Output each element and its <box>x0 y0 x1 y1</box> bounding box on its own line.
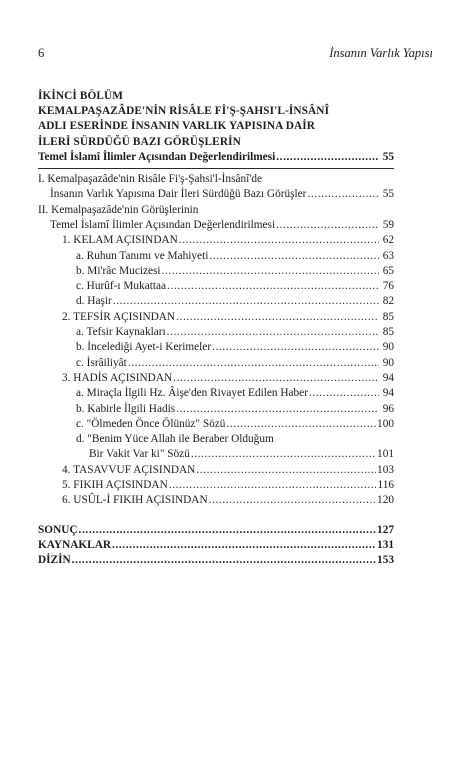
toc-entry-hadis-b[interactable] <box>38 402 394 417</box>
toc-page-number: 82 <box>382 295 394 308</box>
dot-leader <box>209 493 376 508</box>
toc-page-number: 96 <box>382 402 394 415</box>
toc-entry-hadis-c[interactable] <box>38 417 394 432</box>
toc-entry-label: 4. TASAVVUF AÇISINDAN <box>62 463 196 476</box>
toc-page-number: 94 <box>382 387 394 400</box>
toc-entry-label: a. Tefsir Kaynakları <box>76 326 166 339</box>
page-number: 6 <box>38 46 45 60</box>
toc-page-number: 90 <box>382 356 394 369</box>
dot-leader <box>169 478 377 493</box>
chapter-heading-line: ADLI ESERİNDE İNSANIN VARLIK YAPISINA DAİR <box>38 120 315 133</box>
dot-leader <box>167 279 379 294</box>
toc-entry-kelam-b[interactable] <box>38 264 394 279</box>
dot-leader <box>212 340 379 355</box>
toc-entry-kelam[interactable] <box>38 233 394 248</box>
dot-leader <box>226 417 376 432</box>
toc-page-number: 85 <box>382 326 394 339</box>
toc-entry-label: b. Kabirle İlgili Hadis <box>76 402 176 415</box>
toc-entry-kelam-d[interactable] <box>38 294 394 309</box>
toc-entry-section-2[interactable] <box>38 218 394 233</box>
toc-page-number: 103 <box>377 463 394 476</box>
toc-page-number: 63 <box>382 249 394 262</box>
toc-page-number: 59 <box>382 219 394 231</box>
toc-page-number: 90 <box>382 341 394 354</box>
dot-leader <box>176 310 379 325</box>
dot-leader <box>179 233 379 248</box>
toc-page-number: 131 <box>377 538 394 551</box>
dot-leader <box>113 294 379 309</box>
toc-entry-fikih[interactable] <box>38 478 394 493</box>
toc-page-number: 55 <box>382 150 394 163</box>
toc-page-number: 65 <box>382 264 394 277</box>
dot-leader <box>196 463 376 478</box>
dot-leader <box>307 187 379 202</box>
toc-entry-label: SONUÇ <box>38 523 78 536</box>
dot-leader <box>72 553 376 568</box>
toc-entry-label: 6. USÛL-İ FIKIH AÇISINDAN <box>62 494 208 507</box>
dot-leader <box>191 447 376 462</box>
toc-entry-hadis-d[interactable] <box>38 447 394 462</box>
toc-entry-hadis-a[interactable] <box>38 386 394 401</box>
toc-entry-label: I. Kemalpaşazâde'nin Risâle Fi'ş-Şahsi'l-İnsânî'de <box>38 173 262 186</box>
toc-entry-label: Temel İslamî İlimler Açısından Değerlendirilmesi <box>38 150 276 163</box>
toc-page-number: 62 <box>382 234 394 247</box>
dot-leader <box>112 538 376 553</box>
toc-entry-label: d. Haşir <box>76 295 112 308</box>
toc-page-number: 127 <box>377 523 394 536</box>
divider <box>38 168 394 169</box>
dot-leader <box>276 150 379 165</box>
toc-entry-dizin[interactable] <box>38 553 394 568</box>
toc-entry-label: b. İncelediği Ayet-i Kerimeler <box>76 341 212 354</box>
toc-entry-label: c. "Ölmeden Önce Ölünüz" Sözü <box>76 417 226 430</box>
toc-entry-main[interactable] <box>38 150 394 165</box>
toc-page-number: 120 <box>377 494 394 507</box>
toc-entry-label: c. İsrâiliyât <box>76 356 127 369</box>
toc-entry-tasavvuf[interactable] <box>38 463 394 478</box>
toc-entry-label: a. Miraçla İlgili Hz. Âişe'den Rivayet Edilen Haber <box>76 387 308 400</box>
toc-entry-label: 2. TEFSİR AÇISINDAN <box>62 310 176 323</box>
toc-entry-label: c. Hurûf-ı Mukattaa <box>76 280 167 293</box>
toc-entry-label: İnsanın Varlık Yapısına Dair İleri Sürdüğü Bazı Görüşler <box>50 188 307 201</box>
running-header <box>38 46 433 62</box>
toc-entry-sonuc[interactable] <box>38 523 394 538</box>
toc-entry-label: a. Ruhun Tanımı ve Mahiyeti <box>76 249 209 262</box>
toc-page-number: 94 <box>382 371 394 384</box>
toc-entry-label: KAYNAKLAR <box>38 538 112 551</box>
toc-entry-label: b. Mi'râc Mucizesi <box>76 264 161 277</box>
table-of-contents <box>38 89 394 569</box>
toc-entry-usul[interactable] <box>38 493 394 508</box>
dot-leader <box>167 325 379 340</box>
dot-leader <box>209 249 379 264</box>
toc-page-number: 116 <box>377 479 394 492</box>
chapter-heading-line: İLERİ SÜRDÜĞÜ BAZI GÖRÜŞLERİN <box>38 135 241 148</box>
toc-entry-label: II. Kemalpaşazâde'nin Görüşlerinin <box>38 203 199 216</box>
dot-leader <box>173 371 379 386</box>
toc-entry-kaynaklar[interactable] <box>38 538 394 553</box>
toc-entry-kelam-c[interactable] <box>38 279 394 294</box>
toc-entry-label: 3. HADİS AÇISINDAN <box>62 371 173 384</box>
chapter-heading-line: İKİNCİ BÖLÜM <box>38 90 123 102</box>
dot-leader <box>128 356 379 371</box>
toc-entry-hadis[interactable] <box>38 371 394 386</box>
dot-leader <box>162 264 379 279</box>
toc-page-number: 85 <box>382 310 394 323</box>
toc-entry-tefsir-a[interactable] <box>38 325 394 340</box>
book-title: İnsanın Varlık Yapısı <box>329 46 433 60</box>
toc-entry-tefsir[interactable] <box>38 310 394 325</box>
toc-page-number: 153 <box>377 554 394 567</box>
toc-entry-tefsir-c[interactable] <box>38 356 394 371</box>
spacer <box>38 509 394 523</box>
dot-leader <box>176 402 379 417</box>
toc-entry-label: 1. KELAM AÇISINDAN <box>62 234 178 247</box>
toc-entry-kelam-a[interactable] <box>38 249 394 264</box>
toc-entry-section-1[interactable] <box>38 187 394 202</box>
toc-entry-label: Bir Vakit Var ki" Sözü <box>89 448 190 461</box>
toc-entry-tefsir-b[interactable] <box>38 340 394 355</box>
toc-entry-label: 5. FIKIH AÇISINDAN <box>62 479 168 492</box>
toc-entry-label: Temel İslamî İlimler Açısından Değerlendirilmesi <box>50 219 276 231</box>
dot-leader <box>79 523 377 538</box>
toc-page-number: 100 <box>377 417 394 430</box>
toc-entry-label: d. "Benim Yüce Allah ile Beraber Olduğum <box>76 433 274 446</box>
dot-leader <box>276 218 379 233</box>
toc-page-number: 55 <box>382 188 394 201</box>
chapter-heading-line: KEMALPAŞAZÂDE'NİN RİSÂLE Fİ'Ş-ŞAHSI'L-İNSÂNÎ <box>38 105 330 118</box>
dot-leader <box>309 386 379 401</box>
toc-page-number: 76 <box>382 280 394 293</box>
toc-entry-label: DİZİN <box>38 554 71 567</box>
toc-page-number: 101 <box>377 448 394 461</box>
